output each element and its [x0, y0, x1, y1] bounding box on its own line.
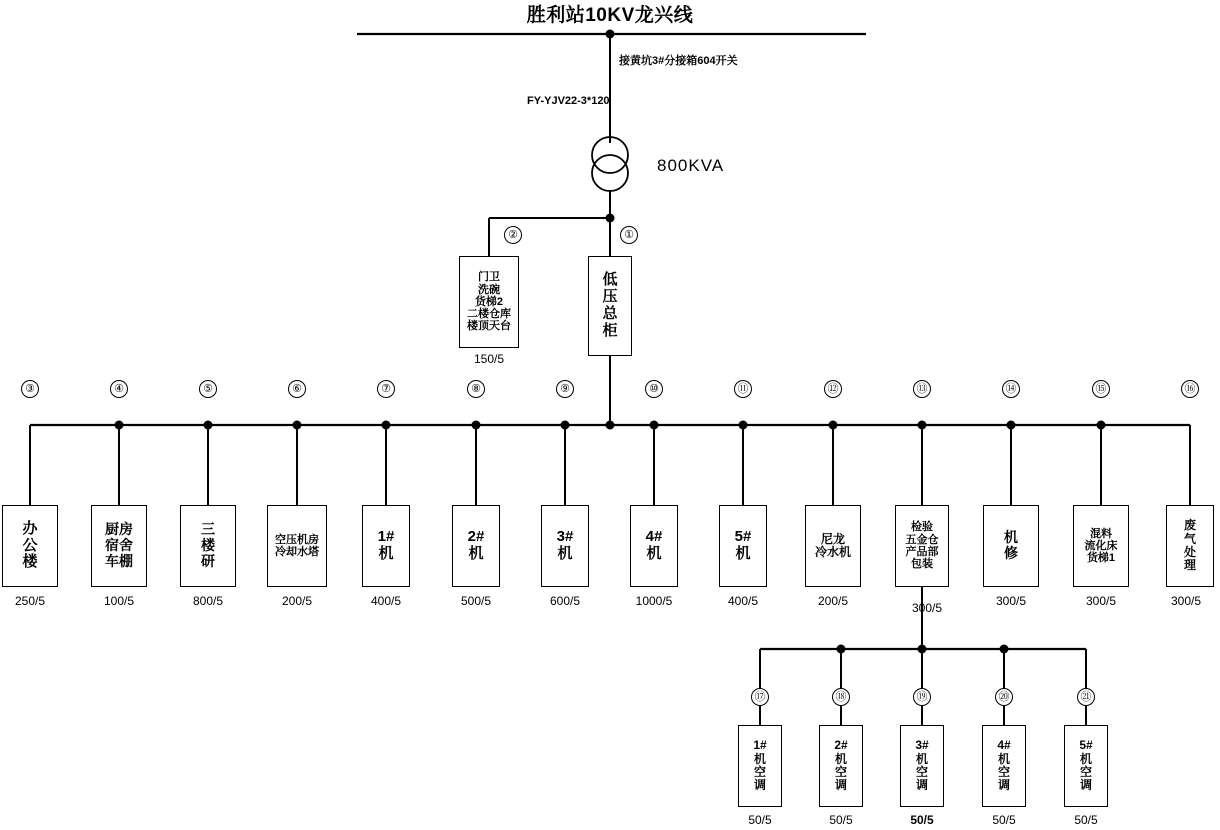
- branch-box-15-line-2: 货梯1: [1086, 552, 1116, 565]
- sub-branch-box-19-line-1: 机: [915, 751, 928, 766]
- circle-number-9: ⑨: [556, 380, 574, 398]
- branch-box-5-line-1: 楼: [201, 537, 215, 554]
- branch-box-6-ratio: 200/5: [281, 594, 313, 608]
- branch-box-8-line-1: 机: [468, 545, 484, 562]
- sub-branch-box-18-ratio: 50/5: [829, 813, 853, 827]
- sub-branch-box-20[interactable]: [982, 725, 1026, 807]
- branch-box-6-line-0: 空压机房: [275, 533, 319, 546]
- branch-box-7-ratio: 400/5: [370, 594, 402, 608]
- sub-branch-box-21-line-0: 5#: [1079, 738, 1093, 753]
- branch-box-13[interactable]: [895, 505, 949, 587]
- feeder-box-1-line-2: 总: [602, 305, 618, 322]
- circle-number-2: ②: [504, 226, 522, 244]
- branch-box-16[interactable]: [1166, 505, 1214, 587]
- sub-branch-box-18-line-3: 调: [834, 778, 847, 793]
- branch-box-5-line-2: 研: [201, 552, 215, 569]
- branch-box-8-line-0: 2#: [467, 528, 485, 546]
- branch-box-13-line-0: 检验: [911, 521, 933, 534]
- sub-branch-box-21[interactable]: [1064, 725, 1108, 807]
- circle-number-8: ⑧: [467, 380, 485, 398]
- branch-box-4-line-2: 车棚: [105, 552, 133, 569]
- branch-box-4-line-1: 宿舍: [105, 537, 133, 554]
- branch-box-15-ratio: 300/5: [1085, 594, 1117, 608]
- transformer-rating-label: 800KVA: [657, 156, 725, 175]
- branch-box-11-line-0: 5#: [734, 528, 752, 546]
- branch-box-3[interactable]: [2, 505, 58, 587]
- branch-box-3-ratio: 250/5: [14, 594, 46, 608]
- branch-box-3-line-2: 楼: [22, 553, 38, 571]
- feeder-box-1-line-0: 低: [602, 271, 618, 289]
- branch-box-12-line-0: 尼龙: [820, 531, 845, 546]
- branch-box-7-line-0: 1#: [377, 528, 395, 546]
- branch-box-10[interactable]: [630, 505, 678, 587]
- branch-box-8[interactable]: [452, 505, 500, 587]
- circle-number-7: ⑦: [377, 380, 395, 398]
- branch-box-10-ratio: 1000/5: [635, 594, 673, 608]
- sub-branch-box-17-line-0: 1#: [753, 738, 767, 753]
- branch-box-12-ratio: 200/5: [817, 594, 849, 608]
- branch-box-15[interactable]: [1073, 505, 1129, 587]
- circle-number-6: ⑥: [288, 380, 306, 398]
- branch-box-16-line-3: 理: [1183, 558, 1196, 573]
- branch-box-6[interactable]: [267, 505, 327, 587]
- branch-box-13-line-2: 产品部: [905, 546, 939, 558]
- sub-branch-box-21-line-3: 调: [1079, 778, 1092, 793]
- branch-box-16-line-2: 处: [1183, 545, 1196, 559]
- sub-branch-box-19-line-0: 3#: [915, 738, 929, 753]
- branch-box-5-line-0: 三: [201, 521, 215, 538]
- branch-box-16-line-1: 气: [1183, 531, 1196, 546]
- branch-box-8-ratio: 500/5: [460, 594, 492, 608]
- feeder-box-2-line-1: 洗碗: [478, 283, 500, 296]
- branch-box-7[interactable]: [362, 505, 410, 587]
- circle-number-1: ①: [620, 226, 638, 244]
- branch-box-16-line-0: 废: [1183, 518, 1196, 533]
- branch-box-6-line-1: 冷却水塔: [275, 546, 319, 558]
- circle-number-5: ⑤: [199, 380, 217, 398]
- branch-box-3-line-0: 办: [22, 519, 38, 537]
- sub-branch-box-18-line-1: 机: [834, 751, 847, 766]
- feeder-box-2-line-0: 门卫: [478, 271, 500, 284]
- branch-box-14[interactable]: [983, 505, 1039, 587]
- branch-box-11-ratio: 400/5: [727, 594, 759, 608]
- branch-box-11[interactable]: [719, 505, 767, 587]
- branch-box-11-line-1: 机: [735, 545, 751, 562]
- circle-number-18: ⑱: [832, 688, 850, 706]
- sub-branch-box-18-line-0: 2#: [834, 738, 848, 753]
- sub-branch-box-19-ratio: 50/5: [910, 813, 934, 827]
- circle-number-11: ⑪: [734, 380, 752, 398]
- sub-branch-box-17-line-1: 机: [753, 751, 766, 766]
- branch-box-14-line-1: 修: [1004, 545, 1018, 561]
- branch-box-13-line-3: 包装: [911, 558, 933, 571]
- sub-branch-box-21-ratio: 50/5: [1074, 813, 1098, 827]
- circle-number-21: ㉑: [1077, 688, 1095, 706]
- circle-number-4: ④: [110, 380, 128, 398]
- branch-box-4[interactable]: [91, 505, 147, 587]
- sub-branch-box-20-line-1: 机: [997, 751, 1010, 766]
- branch-box-12[interactable]: [805, 505, 861, 587]
- circle-number-14: ⑭: [1002, 380, 1020, 398]
- circle-number-3: ③: [21, 380, 39, 398]
- branch-box-5[interactable]: [180, 505, 236, 587]
- feeder-box-2-line-3: 二楼仓库: [467, 308, 511, 321]
- branch-box-14-line-0: 机: [1004, 529, 1018, 546]
- circle-number-20: ⑳: [995, 688, 1013, 706]
- sub-branch-box-18[interactable]: [819, 725, 863, 807]
- circle-number-19: ⑲: [913, 688, 931, 706]
- feeder-box-1-line-3: 柜: [602, 321, 618, 339]
- page-title: 胜利站10KV龙兴线: [526, 5, 694, 26]
- sub-branch-box-19-line-3: 调: [915, 778, 928, 793]
- sub-branch-box-20-line-3: 调: [997, 778, 1010, 793]
- circle-number-17: ⑰: [751, 688, 769, 706]
- branch-box-14-ratio: 300/5: [995, 594, 1027, 608]
- branch-box-5-ratio: 800/5: [192, 594, 224, 608]
- sub-branch-box-17-ratio: 50/5: [748, 813, 772, 827]
- branch-box-4-line-0: 厨房: [105, 521, 133, 538]
- branch-box-9-line-0: 3#: [556, 528, 574, 546]
- branch-box-4-ratio: 100/5: [103, 594, 135, 608]
- switch-label: 接黄坑3#分接箱604开关: [619, 55, 738, 67]
- sub-branch-box-21-line-2: 空: [1079, 765, 1092, 779]
- circle-number-12: ⑫: [824, 380, 842, 398]
- circle-number-16: ⑯: [1181, 380, 1199, 398]
- branch-box-15-line-0: 混料: [1090, 527, 1112, 540]
- sub-branch-box-19[interactable]: [900, 725, 944, 807]
- branch-box-7-line-1: 机: [378, 545, 394, 562]
- circle-number-10: ⑩: [645, 380, 663, 398]
- feeder-box-1-line-1: 压: [602, 288, 618, 306]
- branch-box-12-line-1: 冷水机: [814, 545, 851, 559]
- sub-branch-box-17-line-3: 调: [753, 778, 766, 793]
- cable-label: FY-YJV22-3*120: [527, 95, 610, 107]
- sub-branch-box-20-line-0: 4#: [997, 738, 1011, 753]
- sub-branch-box-20-line-2: 空: [997, 765, 1010, 779]
- sub-branch-box-18-line-2: 空: [834, 765, 847, 779]
- branch-box-16-ratio: 300/5: [1170, 594, 1202, 608]
- circle-number-15: ⑮: [1092, 380, 1110, 398]
- sub-branch-box-17[interactable]: [738, 725, 782, 807]
- branch-box-10-line-1: 机: [646, 545, 662, 562]
- sub-branch-box-17-line-2: 空: [753, 765, 766, 779]
- feeder-box-2-ratio: 150/5: [473, 352, 505, 366]
- branch-box-9-line-1: 机: [557, 545, 573, 562]
- branch-box-10-line-0: 4#: [645, 528, 663, 546]
- feeder-box-1[interactable]: [588, 256, 632, 356]
- sub-branch-box-19-line-2: 空: [915, 765, 928, 779]
- branch-box-13-line-1: 五金仓: [905, 533, 939, 546]
- feeder-box-2-line-2: 货梯2: [474, 295, 504, 308]
- feeder-box-2-line-4: 楼顶天台: [467, 320, 511, 333]
- branch-box-9-ratio: 600/5: [549, 594, 581, 608]
- branch-box-13-ratio: 300/5: [911, 601, 943, 615]
- branch-box-9[interactable]: [541, 505, 589, 587]
- sub-branch-box-21-line-1: 机: [1079, 751, 1092, 766]
- branch-box-3-line-1: 公: [22, 536, 38, 554]
- circle-number-13: ⑬: [913, 380, 931, 398]
- feeder-box-2[interactable]: [459, 256, 519, 348]
- branch-box-15-line-1: 流化床: [1084, 539, 1118, 552]
- sub-branch-box-20-ratio: 50/5: [992, 813, 1016, 827]
